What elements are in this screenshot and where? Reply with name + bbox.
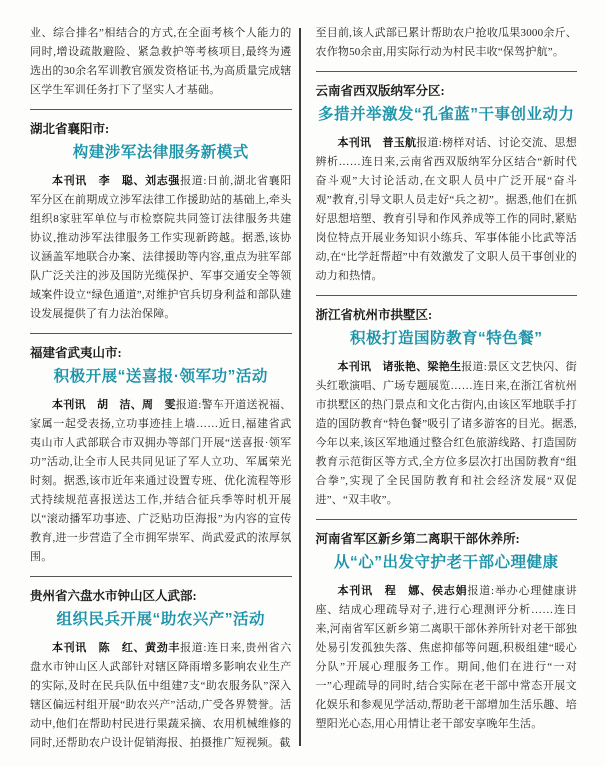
region-label: 湖北省襄阳市: (30, 122, 110, 136)
article-xinxiang (316, 531, 578, 734)
article-headline: 构建涉军法律服务新模式 (72, 144, 249, 161)
article-body (30, 639, 292, 753)
body-text: 举办心理健康讲座、结成心理疏导对子,进行心理测评分析……连日来,河南省军区新乡第二离职干部休养所针对老干部独处易引发孤独失落、焦虑抑郁等问题,积极组建“暖心分队”开展心理服务工作。期间,他们在进行“一对一”心理疏导的同时,结合实际在老干部中常态开展文化娱乐和参观见学活动,帮助老干部增加生活乐趣、培塑阳光心态,用心用情让老干部安享晚年生活。 (315, 585, 578, 730)
region-label: 贵州省六盘水市钟山区人武部: (30, 589, 197, 603)
right-column (316, 24, 578, 752)
article-headline: 多措并举激发“孔雀蓝”干事创业动力 (317, 106, 575, 123)
article-liupanshui (30, 588, 292, 753)
byline-suffix: 报道: (461, 361, 488, 373)
continuation-paragraph: 业、综合排名”相结合的方式,在全面考核个人能力的同时,增设疏散避险、紧急救护等考核项目,最终为遴选出的30余名军训教官颁发资格证书,为高质量完成辖区学生军训任务打下了坚实人才基础。 (30, 27, 292, 96)
section-divider (30, 576, 292, 577)
article-body (316, 358, 578, 510)
body-text: 日前,湖北省襄阳军分区在前期成立涉军法律工作援助站的基础上,牵头组织8家驻军单位与市检察院共同签订法律服务共建协议,推动涉军法律服务工作实现新跨越。据悉,该协议涵盖军地联合办案、法律援助等内容,重点为驻军部队广泛关注的涉及国防光缆保护、军事交通安全等领域案件设立“绿色通道”,对维护官兵切身利益和部队建设发展提供了有力法治保障。 (30, 175, 292, 320)
region-label: 河南省军区新乡第二离职干部休养所: (315, 532, 520, 546)
byline-suffix: 报道: (180, 642, 207, 654)
byline-suffix: 报道: (416, 137, 443, 149)
article-body (30, 172, 292, 324)
byline-suffix: 报道: (180, 175, 207, 187)
body-text: 连日来,贵州省六盘水市钟山区人武部针对辖区降雨增多影响农业生产的实际,及时在民兵队伍中组建7支“助农服务队”深入辖区偏远村组开展“助农兴产”活动,广受各界赞誉。活动中,他们在帮助村民进行果蔬采摘、农用机械维修的同时,还帮助农户设计促销海报、拍摄推广短视频。截 (30, 642, 292, 749)
continuation-paragraph: 至目前,该人武部已累计帮助农户抢收瓜果3000余斤、农作物50余亩,用实际行动为村民丰收“保驾护航”。 (315, 27, 577, 58)
column-divider (299, 28, 301, 746)
region-label: 福建省武夷山市: (30, 346, 122, 360)
byline-suffix: 报道: (175, 399, 202, 411)
byline: 本刊讯 诸张艳、梁艳生 (337, 361, 462, 373)
section-divider (316, 71, 578, 72)
article-headline: 组织民兵开展“助农兴产”活动 (56, 611, 265, 628)
region-label: 云南省西双版纳军分区: (315, 84, 445, 98)
article-headline: 积极开展“送喜报·领军功”活动 (53, 368, 268, 385)
article-xishuangbanna (316, 83, 578, 286)
section-divider (30, 109, 292, 110)
byline: 本刊讯 李 聪、刘志强 (52, 175, 181, 187)
article-body (316, 134, 578, 286)
byline-suffix: 报道: (467, 585, 495, 597)
left-column (30, 24, 292, 752)
section-divider (316, 519, 578, 520)
section-divider (316, 295, 578, 296)
body-text: 警车开道送祝福、家属一起受表扬,立功事迹挂上墙……近日,福建省武夷山市人武部联合市双拥办等部门开展“送喜报·领军功”活动,让全市人民共同见证了军人立功、军属荣光时刻。据悉,该市近年来通过设置专班、优化流程等形式持续规范喜报送达工作,并结合征兵季等时机开展以“滚动播军功事迹、广泛贴功臣海报”为内容的宣传教育,进一步营造了全市拥军崇军、尚武爱武的浓厚氛围。 (30, 399, 292, 563)
article-wuyishan (30, 345, 292, 567)
article-headline: 从“心”出发守护老干部心理健康 (333, 554, 559, 571)
byline: 本刊讯 普玉航 (337, 137, 417, 149)
article-gongshu (316, 307, 578, 510)
byline: 本刊讯 胡 洁、周 雯 (52, 399, 176, 411)
region-label: 浙江省杭州市拱墅区: (315, 308, 433, 322)
body-text: 榜样对话、讨论交流、思想辨析……连日来,云南省西双版纳军分区结合“新时代奋斗观”大讨论活动,在文职人员中广泛开展“奋斗观”教育,引导文职人员走好“兵之初”。据悉,他们在抓好思想培塑、教育引导和作风养成等工作的同时,紧贴岗位特点开展业务知识小练兵、军事体能小比武等活动,在“比学赶帮超”中有效激发了文职人员干事创业的动力和热情。 (315, 137, 578, 282)
body-text: 景区文艺快闪、街头红歌演唱、广场专题展览……连日来,在浙江省杭州市拱墅区的热门景点和文化古街内,由该区军地联手打造的国防教育“特色餐”吸引了诸多游客的目光。据悉,今年以来,该区军地通过整合红色旅游线路、打造国防教育示范街区等方式,全方位多层次打出国防教育“组合拳”,实现了全民国防教育和社会经济发展“双促进”、“双丰收”。 (315, 361, 578, 506)
byline: 本刊讯 陈 红、黄劲丰 (52, 642, 181, 654)
article-body (30, 396, 292, 567)
article-headline: 积极打造国防教育“特色餐” (349, 330, 543, 347)
article-body (316, 582, 578, 734)
article-xiangyang (30, 121, 292, 324)
byline: 本刊讯 程 娜、侯志娟 (337, 585, 468, 597)
section-divider (30, 333, 292, 334)
